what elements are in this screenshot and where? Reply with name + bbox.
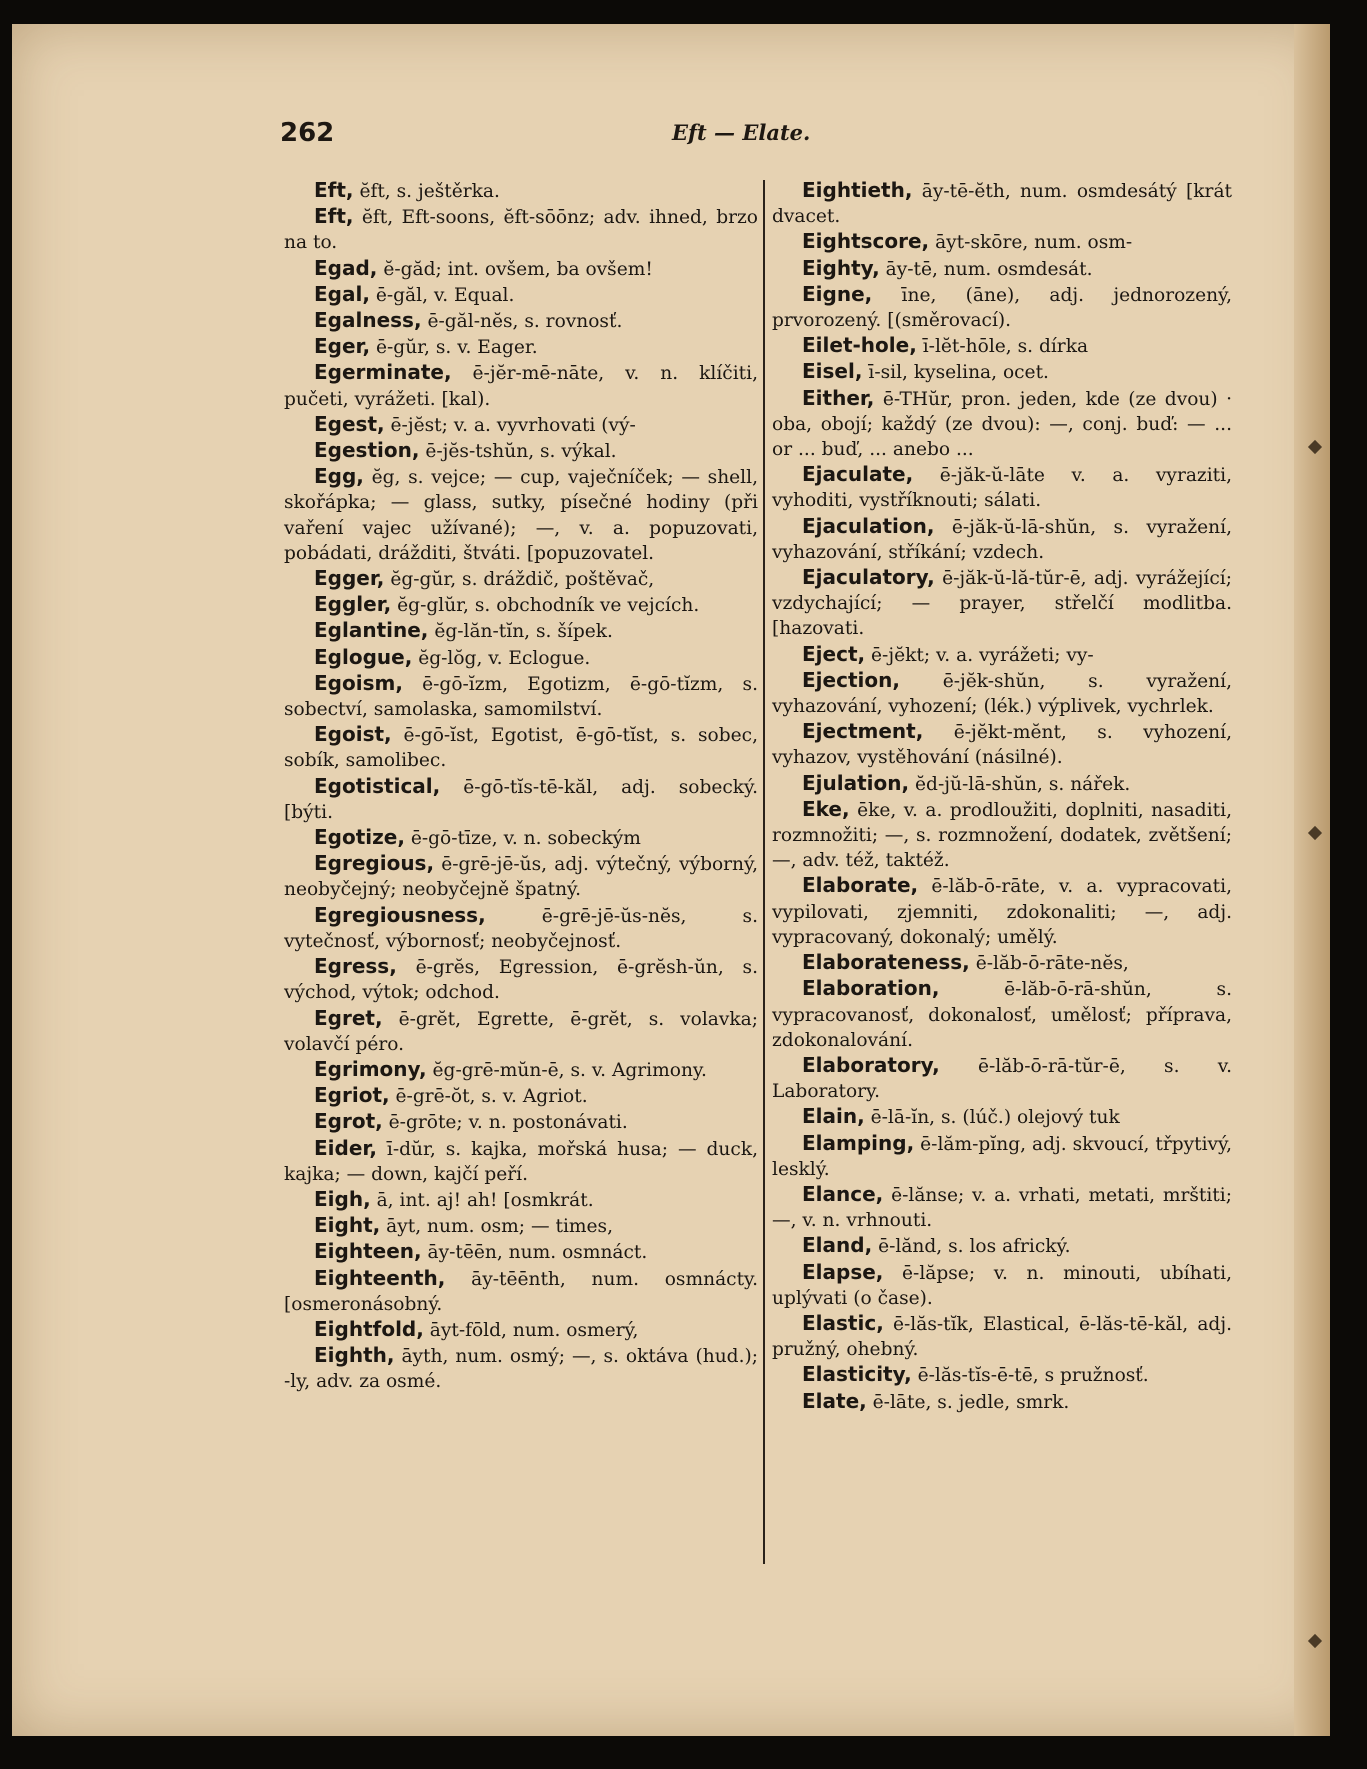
entry-definition: ē-grē-jē-ŭs, adj. výtečný, výborný, neobyčejný; neobyčejně špatný. (284, 854, 758, 901)
dictionary-entry (284, 671, 758, 722)
entry-definition: ē-jăk-ŭ-lā-shŭn, s. vyražení, vyhazování, stříkání; vzdech. (772, 516, 1232, 563)
entry-headword: Egregiousness, (314, 902, 486, 927)
dictionary-entry (284, 334, 758, 360)
dictionary-entry (772, 1053, 1232, 1104)
dictionary-entry (284, 1083, 758, 1109)
entry-headword: Eject, (802, 641, 866, 666)
dictionary-entry (284, 1213, 758, 1239)
dictionary-entry (772, 873, 1232, 950)
dictionary-entry (772, 642, 1232, 668)
entry-definition: āyt-skōre, num. osm- (935, 232, 1133, 254)
dictionary-entry (284, 256, 758, 282)
page-gutter (1294, 24, 1330, 1736)
entry-definition: āy-tē-ĕth, num. osmdesátý [krát dvacet. (772, 181, 1232, 228)
dictionary-entry (284, 825, 758, 851)
entry-headword: Eft, (314, 204, 354, 229)
entry-headword: Eight, (314, 1213, 381, 1238)
entry-headword: Eigne, (802, 281, 873, 306)
dictionary-entry (284, 592, 758, 618)
entry-headword: Elamping, (802, 1130, 915, 1155)
entry-definition: ē-lăb-ō-rāte, v. a. vypracovati, vypilovati, zjemniti, zdokonaliti; —, adj. vypracovaný, dokonalý; umělý. (772, 876, 1232, 948)
entry-definition: āyth, num. osmý; —, s. oktáva (hud.); -ly, adv. za osmé. (284, 1346, 758, 1393)
entry-headword: Egotize, (314, 825, 405, 850)
entry-definition: ē-gō-ĭzm, Egotizm, ē-gō-tĭzm, s. sobectví, samolaska, samomilství. (284, 673, 759, 721)
entry-headword: Eglantine, (314, 618, 429, 643)
entry-definition: ē-lăb-ō-rā-shŭn, s. vypracovanosť, dokonalosť, umělosť; příprava, zdokonalování. (772, 979, 1232, 1051)
dictionary-entry (284, 178, 758, 204)
dictionary-entry (772, 229, 1232, 255)
dictionary-entry (284, 1343, 758, 1394)
entry-headword: Ejulation, (802, 770, 910, 795)
entry-definition: ē-grĕt, Egrette, ē-grĕt, s. volavka; volavčí péro. (284, 1008, 758, 1055)
entry-definition: ī-sil, kyselina, ocet. (868, 362, 1049, 384)
left-column (284, 178, 758, 1395)
entry-definition: ī-lĕt-hōle, s. dírka (922, 336, 1089, 358)
entry-definition: ĕg-lăn-tĭn, s. šípek. (434, 621, 613, 643)
entry-headword: Egalness, (314, 308, 422, 333)
entry-definition: āy-tēēnth, num. osmnácty. [osmeronásobný. (284, 1268, 758, 1315)
entry-headword: Elaborate, (802, 873, 919, 898)
entry-definition: ē-jĕr-mē-nāte, v. n. klíčiti, pučeti, vyrážeti. [kal). (284, 363, 758, 410)
entry-headword: Eightfold, (314, 1316, 424, 1341)
entry-definition: ē-găl, v. Equal. (375, 284, 515, 306)
dictionary-entry (772, 1131, 1232, 1182)
entry-definition: ē-jĕkt-mĕnt, s. vyhození, vyhazov, vystěhování (násilné). (772, 722, 1232, 769)
dictionary-entry (284, 774, 758, 825)
entry-headword: Elain, (802, 1104, 865, 1129)
dictionary-entry (772, 256, 1232, 282)
entry-definition: ĕg-grē-mŭn-ē, s. v. Agrimony. (432, 1059, 707, 1081)
entry-headword: Egoism, (314, 670, 403, 695)
entry-definition: ē-grē-jē-ŭs-nĕs, s. vytečnosť, výbornosť; neobyčejnosť. (284, 905, 758, 952)
entry-definition: ē-jĕkt; v. a. vyrážeti; vy- (871, 644, 1094, 666)
entry-headword: Egotistical, (314, 773, 441, 798)
entry-definition: ē-jăk-ŭ-lāte v. a. vyraziti, vyhoditi, vystříknouti; sálati. (772, 465, 1232, 512)
entry-definition: āyt, num. osm; — times, (386, 1216, 613, 1238)
dictionary-entry (772, 976, 1232, 1053)
entry-headword: Ejectment, (802, 719, 924, 744)
entry-definition: ē-lăs-tĭs-ē-tē, s pružnosť. (917, 1365, 1149, 1387)
dictionary-entry (772, 1389, 1232, 1415)
entry-headword: Elaboratory, (802, 1052, 940, 1077)
entry-headword: Eisel, (802, 359, 863, 384)
entry-definition: ē-găl-nĕs, s. rovnosť. (427, 311, 623, 333)
dictionary-entry (772, 1362, 1232, 1388)
entry-definition: ē-jĕk-shŭn, s. vyražení, vyhazování, vyhození; (lék.) výplivek, vychrlek. (772, 670, 1232, 718)
entry-definition: ē-jĕst; v. a. vyvrhovati (vý- (390, 414, 636, 436)
dictionary-entry (284, 1006, 758, 1057)
entry-definition: ē-gō-tĭs-tē-kăl, adj. sobecký. [býti. (284, 776, 758, 823)
entry-definition: ĕg-lŏg, v. Eclogue. (418, 647, 591, 669)
entry-definition: āy-tē, num. osmdesát. (885, 258, 1093, 280)
entry-definition: ē-gō-ĭst, Egotist, ē-gō-tĭst, s. sobec, sobík, samolibec. (284, 725, 758, 772)
entry-headword: Eglogue, (314, 644, 413, 669)
entry-definition: ē-lā-ĭn, s. (lúč.) olejový tuk (870, 1107, 1120, 1129)
entry-definition: ē-lăpse; v. n. minouti, ubíhati, uplývati (o čase). (772, 1262, 1232, 1309)
entry-headword: Either, (802, 385, 875, 410)
entry-headword: Egg, (314, 464, 364, 489)
dictionary-entry (284, 722, 758, 773)
dictionary-entry (772, 1233, 1232, 1259)
entry-definition: āyt-fōld, num. osmerý, (429, 1319, 639, 1341)
dictionary-entry (284, 464, 758, 566)
dictionary-entry (284, 1317, 758, 1343)
running-head: Eft — Elate. (672, 120, 811, 145)
entry-headword: Eggler, (314, 592, 392, 617)
dictionary-entry (284, 851, 758, 902)
dictionary-entry (284, 412, 758, 438)
entry-definition: ĕg-glŭr, s. obchodník ve vejcích. (397, 595, 700, 617)
entry-definition: ē-lănd, s. los africký. (878, 1236, 1071, 1258)
entry-definition: āy-tēēn, num. osmnáct. (427, 1242, 648, 1264)
entry-definition: ĕ-găd; int. ovšem, ba ovšem! (383, 258, 653, 280)
entry-definition: ĕft, Eft-soons, ĕft-sōōnz; adv. ihned, brzo na to. (284, 207, 758, 254)
dictionary-entry (284, 903, 758, 954)
entry-definition: ē-jĕs-tshŭn, s. výkal. (425, 441, 617, 463)
entry-headword: Eider, (314, 1135, 377, 1160)
entry-headword: Egger, (314, 566, 385, 591)
dictionary-entry (772, 771, 1232, 797)
entry-headword: Elaboration, (802, 976, 940, 1001)
entry-headword: Egestion, (314, 438, 420, 463)
entry-headword: Ejaculatory, (802, 565, 935, 590)
entry-definition: ĕg-gŭr, s. dráždič, poštěvač, (390, 569, 655, 591)
column-divider (763, 180, 765, 1564)
entry-headword: Eighteen, (314, 1239, 422, 1264)
entry-headword: Elaborateness, (802, 950, 970, 975)
dictionary-entry (284, 618, 758, 644)
entry-headword: Egress, (314, 954, 397, 979)
entry-definition: ē-lăm-pĭng, adj. skvoucí, třpytivý, lesklý. (772, 1133, 1233, 1180)
entry-definition: ā, int. aj! ah! [osmkrát. (376, 1189, 594, 1211)
dictionary-entry (772, 565, 1232, 642)
dictionary-entry (772, 514, 1232, 565)
entry-definition: ĕg, s. vejce; — cup, vaječníček; — shell, skořápka; — glass, sutky, písečné hodiny (při vaření vajec užívané); —, v. a. popuzovati, pobádati, drážditi, štváti. [popuzovatel. (284, 467, 758, 564)
dictionary-entry (284, 954, 758, 1005)
entry-definition: ē-lăs-tĭk, Elastical, ē-lăs-tē-kăl, adj. pružný, ohebný. (772, 1313, 1232, 1361)
entry-definition: ē-lāte, s. jedle, smrk. (872, 1391, 1070, 1413)
entry-headword: Ejaculation, (802, 513, 935, 538)
right-column (772, 178, 1232, 1415)
page-number: 262 (280, 118, 335, 148)
dictionary-entry (772, 1260, 1232, 1311)
dictionary-entry (772, 1104, 1232, 1130)
entry-headword: Egrot, (314, 1109, 383, 1134)
dictionary-entry (284, 1266, 758, 1317)
dictionary-entry (284, 1239, 758, 1265)
entry-definition: ēke, v. a. prodloužiti, doplniti, nasaditi, rozmnožiti; —, s. rozmnožení, dodatek, zvětšení; —, adv. též, taktéž. (772, 799, 1232, 872)
dictionary-entry (772, 386, 1232, 463)
entry-definition: ī-dŭr, s. kajka, mořská husa; — duck, kajka; — down, kajčí peří. (284, 1138, 758, 1185)
entry-definition: ē-lăb-ō-rā-tŭr-ē, s. v. Laboratory. (772, 1055, 1232, 1103)
entry-headword: Egerminate, (314, 360, 452, 385)
dictionary-entry (772, 668, 1232, 719)
entry-headword: Eland, (802, 1233, 873, 1258)
entry-definition: ē-gŭr, s. v. Eager. (376, 337, 538, 359)
dictionary-entry (772, 359, 1232, 385)
dictionary-entry (284, 1136, 758, 1187)
dictionary-entry (772, 462, 1232, 513)
entry-definition: īne, (āne), adj. jednorozený, prvorozený. [(směrovací). (772, 284, 1233, 332)
entry-headword: Eightieth, (802, 178, 913, 202)
entry-headword: Elapse, (802, 1259, 884, 1284)
entry-definition: ē-grē-ŏt, s. v. Agriot. (395, 1086, 588, 1108)
entry-headword: Eger, (314, 334, 371, 359)
entry-headword: Eft, (314, 178, 354, 202)
dictionary-page (12, 24, 1330, 1736)
dictionary-entry (284, 566, 758, 592)
dictionary-entry (772, 178, 1232, 229)
entry-headword: Eigh, (314, 1186, 371, 1211)
entry-headword: Egest, (314, 411, 385, 436)
entry-definition: ē-jăk-ŭ-lă-tŭr-ē, adj. vyrážející; vzdychající; — prayer, střelčí modlitba. [hazovati. (772, 568, 1232, 640)
entry-headword: Eighth, (314, 1343, 395, 1368)
dictionary-entry (772, 1311, 1232, 1362)
page-header (12, 118, 1330, 152)
entry-definition: ē-grōte; v. n. postonávati. (388, 1112, 628, 1134)
dictionary-entry (284, 282, 758, 308)
dictionary-entry (284, 204, 758, 255)
dictionary-entry (284, 645, 758, 671)
entry-headword: Egrimony, (314, 1056, 427, 1081)
entry-headword: Eighteenth, (314, 1265, 446, 1290)
entry-headword: Elastic, (802, 1310, 884, 1335)
entry-headword: Eilet-hole, (802, 333, 917, 358)
entry-headword: Ejection, (802, 667, 900, 692)
dictionary-entry (772, 719, 1232, 770)
entry-headword: Egret, (314, 1005, 383, 1030)
entry-headword: Eke, (802, 796, 850, 821)
entry-headword: Elasticity, (802, 1362, 912, 1387)
dictionary-entry (284, 1187, 758, 1213)
entry-definition: ē-THŭr, pron. jeden, kde (ze dvou) · oba, obojí; každý (ze dvou): —, conj. buď: — ... or ... buď, ... anebo ... (772, 388, 1232, 461)
dictionary-entry (772, 282, 1232, 333)
entry-definition: ĕd-jŭ-lā-shŭn, s. nářek. (915, 773, 1131, 795)
dictionary-entry (284, 1109, 758, 1135)
entry-headword: Elance, (802, 1181, 884, 1206)
dictionary-entry (772, 333, 1232, 359)
entry-definition: ē-grĕs, Egression, ē-grĕsh-ŭn, s. východ, výtok; odchod. (284, 957, 758, 1004)
entry-headword: Egriot, (314, 1083, 390, 1108)
entry-definition: ĕft, s. ještěrka. (359, 181, 500, 202)
dictionary-entry (772, 1182, 1232, 1233)
dictionary-entry (772, 797, 1232, 874)
entry-headword: Egregious, (314, 851, 435, 876)
entry-definition: ē-gō-tīze, v. n. sobeckým (410, 828, 641, 850)
entry-definition: ē-lăb-ō-rāte-nĕs, (975, 953, 1129, 975)
entry-headword: Eightscore, (802, 229, 930, 254)
entry-headword: Egal, (314, 281, 370, 306)
dictionary-entry (284, 1057, 758, 1083)
entry-headword: Eighty, (802, 255, 880, 280)
dictionary-entry (284, 308, 758, 334)
entry-definition: ē-lănse; v. a. vrhati, metati, mrštiti; —, v. n. vrhnouti. (772, 1184, 1232, 1232)
dictionary-entry (284, 438, 758, 464)
entry-headword: Egad, (314, 255, 378, 280)
entry-headword: Egoist, (314, 722, 392, 747)
dictionary-entry (284, 360, 758, 411)
entry-headword: Ejaculate, (802, 462, 914, 487)
dictionary-entry (772, 950, 1232, 976)
entry-headword: Elate, (802, 1388, 867, 1413)
